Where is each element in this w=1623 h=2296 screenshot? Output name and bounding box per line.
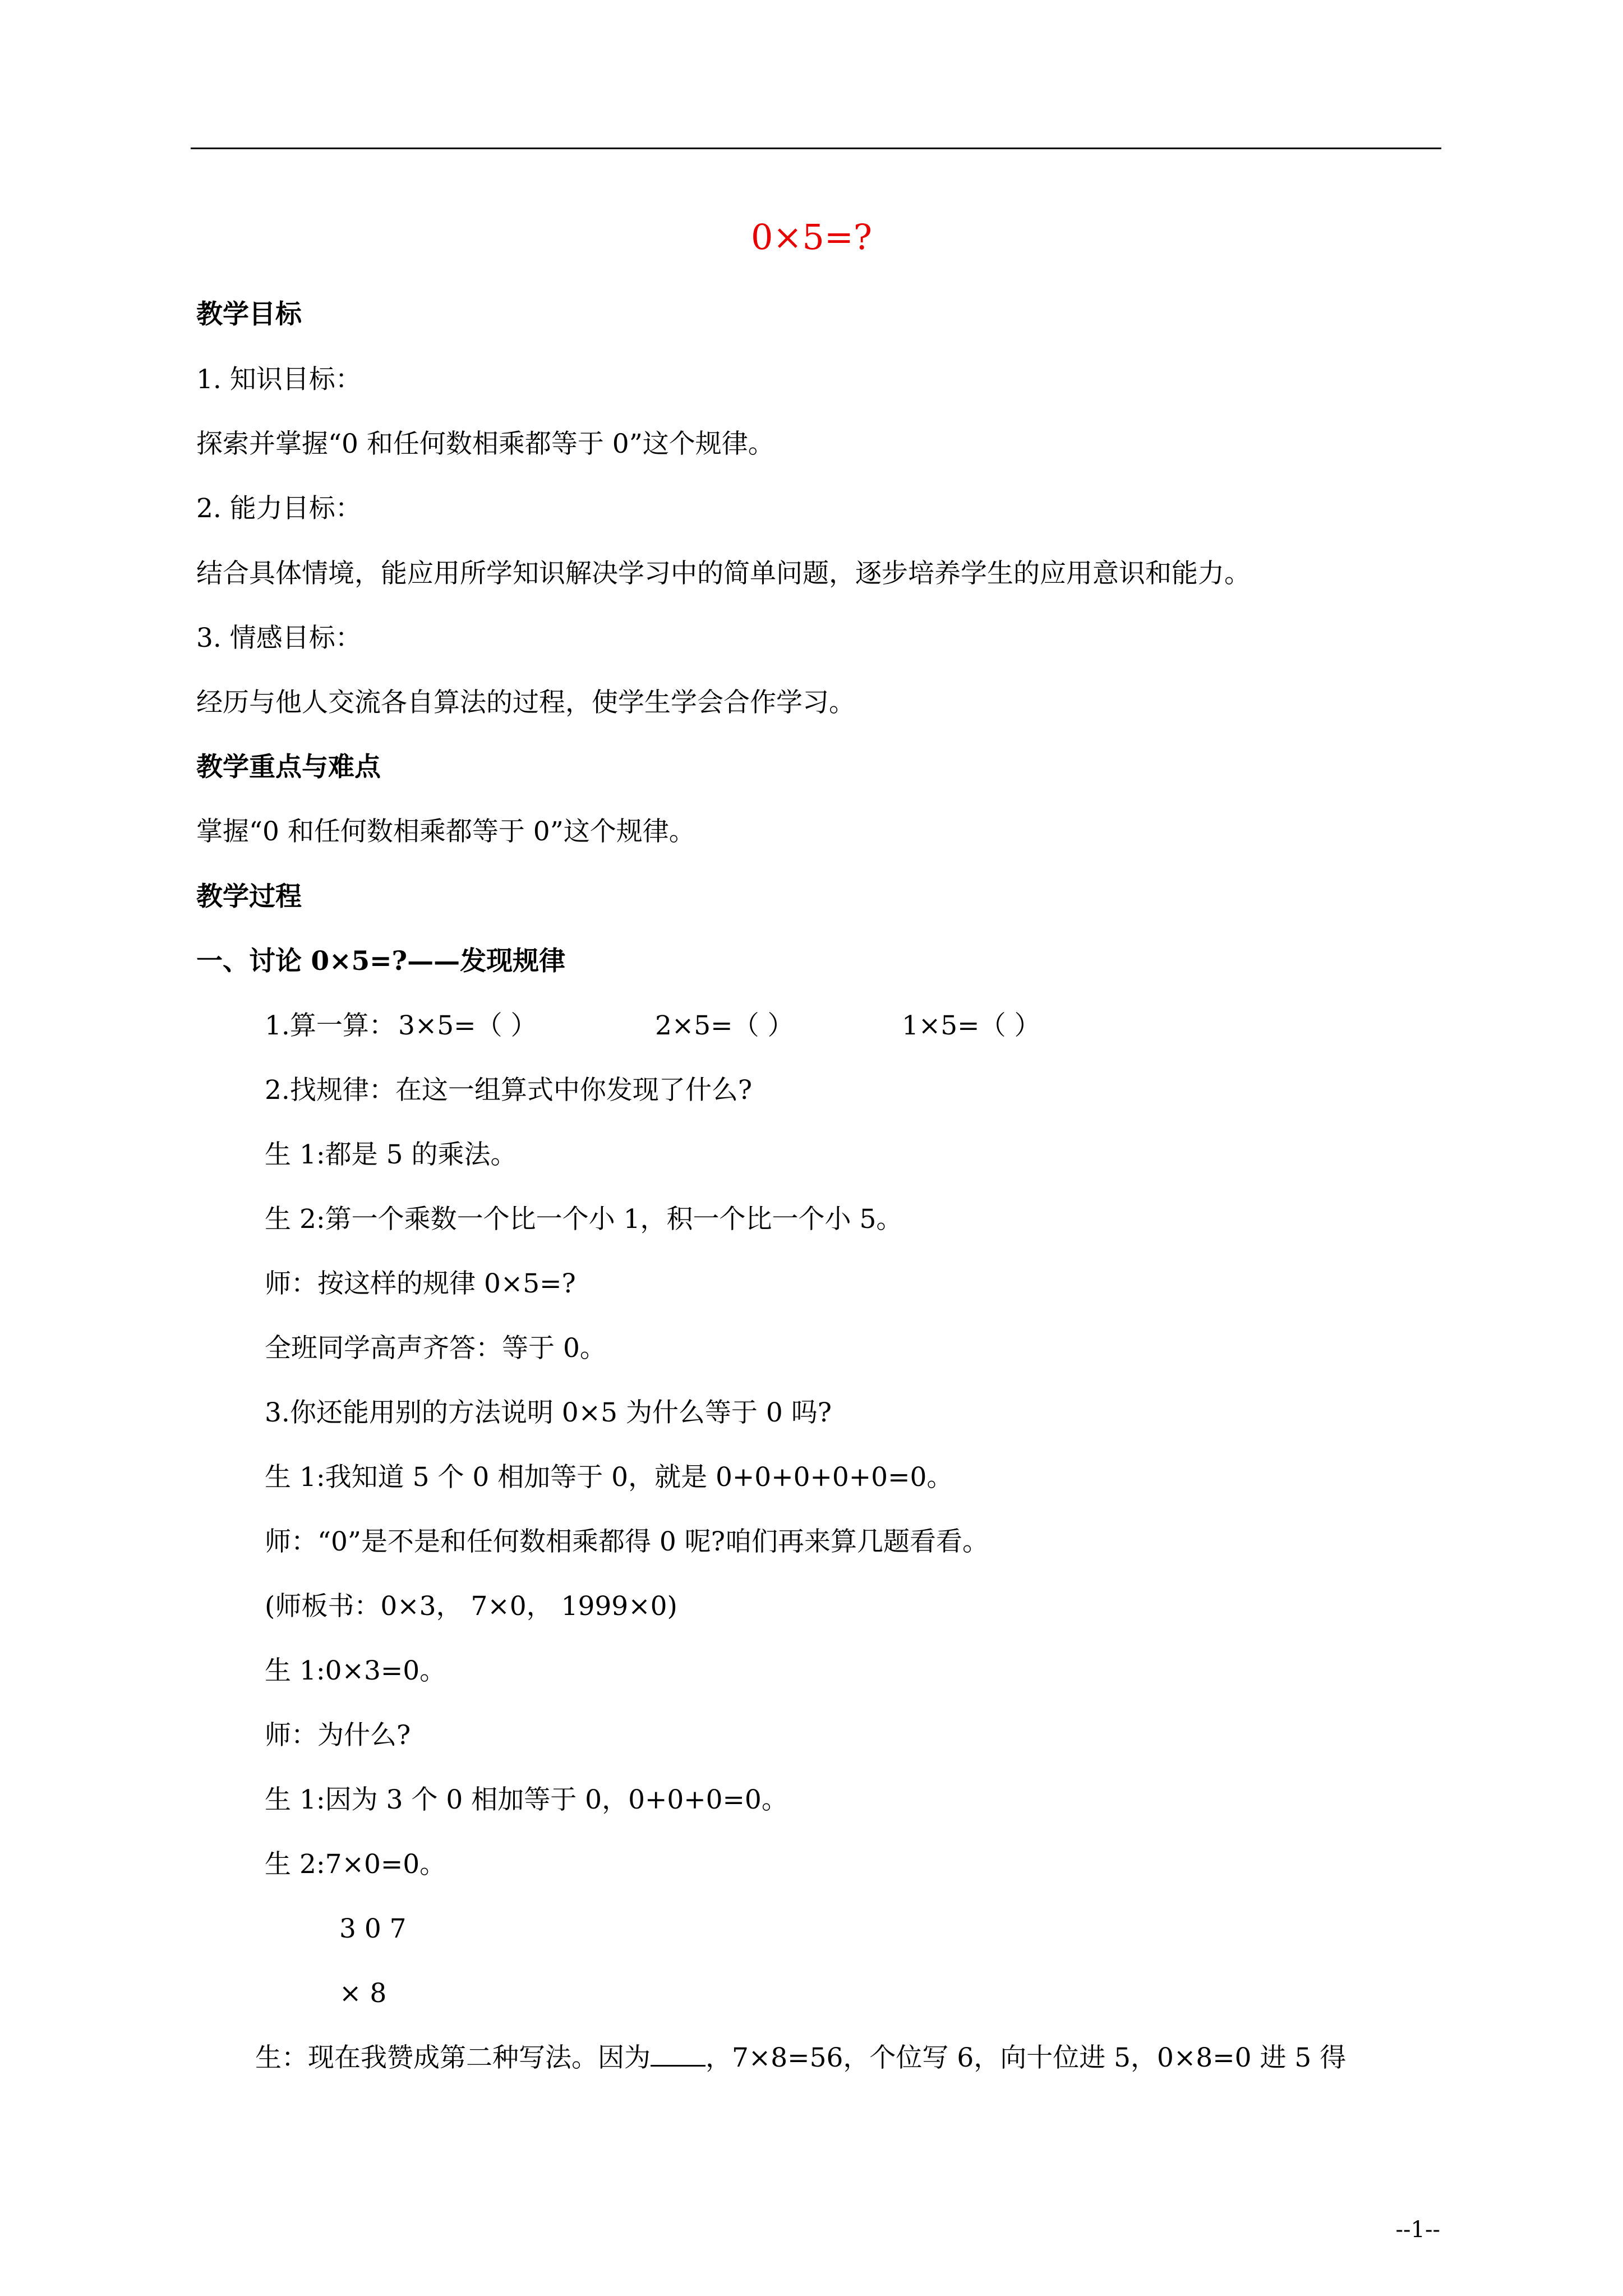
student1-answer-b: 生 1:我知道 5 个 0 相加等于 0，就是 0+0+0+0+0=0。: [265, 1462, 953, 1493]
keypoints-text: 掌握“0 和任何数相乘都等于 0”这个规律。: [196, 816, 695, 847]
question-3: 3.你还能用别的方法说明 0×5 为什么等于 0 吗?: [265, 1397, 832, 1428]
knowledge-text: 探索并掌握“0 和任何数相乘都等于 0”这个规律。: [196, 429, 774, 459]
objectives-heading: 教学目标: [196, 299, 302, 330]
knowledge-label: 1. 知识目标：: [196, 364, 362, 395]
last-paragraph: [255, 2039, 1346, 2078]
calc-label: 1.算一算：: [265, 1010, 395, 1041]
student2-answer-a: 生 2:第一个乘数一个比一个小 1，积一个比一个小 5。: [265, 1204, 903, 1235]
student1-answer-c: 生 1:0×3=0。: [265, 1655, 446, 1686]
teacher-line-c: 师：为什么?: [265, 1720, 411, 1751]
calc-item-3: 1×5=（ ）: [902, 1010, 1041, 1041]
last-paragraph-prefix: 生：现在我赞成第二种写法。因为: [255, 2042, 651, 2073]
ability-text: 结合具体情境，能应用所学知识解决学习中的简单问题，逐步培养学生的应用意识和能力。: [196, 558, 1251, 589]
find-rule: 2.找规律：在这一组算式中你发现了什么?: [265, 1075, 753, 1106]
calc-item-1: 3×5=（ ）: [398, 1010, 537, 1041]
page-number: --1--: [1395, 2217, 1440, 2243]
teacher-line-b: 师：“0”是不是和任何数相乘都得 0 呢?咱们再来算几题看看。: [265, 1526, 989, 1557]
vertical-calc-bottom: × 8: [339, 1978, 387, 2009]
ability-label: 2. 能力目标：: [196, 493, 362, 524]
emotion-label: 3. 情感目标：: [196, 623, 362, 654]
keypoints-heading: 教学重点与难点: [196, 752, 381, 783]
page-title: 0×5=?: [750, 217, 873, 257]
class-answer: 全班同学高声齐答：等于 0。: [265, 1333, 606, 1364]
header-rule: [191, 148, 1441, 149]
student1-answer-d: 生 1:因为 3 个 0 相加等于 0，0+0+0=0。: [265, 1784, 788, 1815]
teacher-line-a: 师：按这样的规律 0×5=?: [265, 1268, 576, 1299]
last-paragraph-suffix: ，7×8=56，个位写 6，向十位进 5，0×8=0 进 5 得: [706, 2042, 1347, 2073]
calc-item-2: 2×5=（ ）: [655, 1010, 794, 1041]
board-note: (师板书：0×3， 7×0， 1999×0): [265, 1591, 677, 1622]
process-heading: 教学过程: [196, 881, 302, 912]
part1-heading: 一、讨论 0×5=?——发现规律: [196, 946, 566, 977]
fill-blank: [651, 2039, 706, 2067]
student1-answer-a: 生 1:都是 5 的乘法。: [265, 1139, 517, 1170]
vertical-calc-top: 3 0 7: [339, 1913, 407, 1944]
student2-answer-b: 生 2:7×0=0。: [265, 1849, 446, 1880]
emotion-text: 经历与他人交流各自算法的过程，使学生学会合作学习。: [196, 687, 855, 718]
